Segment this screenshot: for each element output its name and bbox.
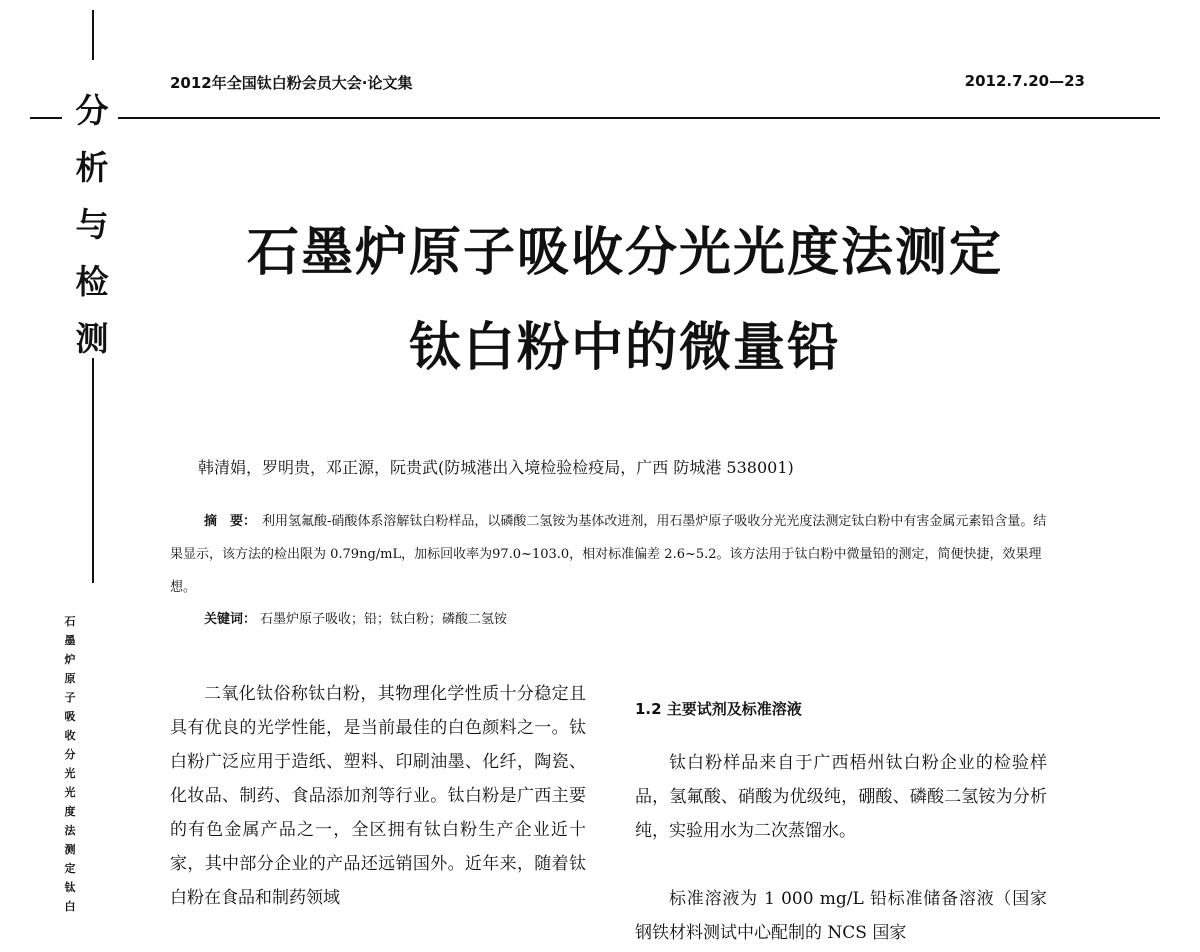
sidebar-rule-top — [92, 10, 94, 60]
vertical-title-char: 子 — [64, 691, 76, 704]
abstract — [170, 505, 1050, 604]
vertical-title-char: 分 — [64, 748, 76, 761]
vertical-title-char: 光 — [64, 786, 76, 799]
vertical-running-title — [60, 612, 80, 916]
vertical-title-char: 吸 — [64, 710, 76, 723]
vertical-title-char: 定 — [64, 862, 76, 875]
vertical-title-char: 白 — [64, 900, 76, 913]
header-rule-left — [30, 117, 62, 119]
vertical-title-char: 收 — [64, 729, 76, 742]
paper-title-line-1: 石墨炉原子吸收分光光度法测定 — [246, 223, 1003, 283]
reagents-paragraph: 钛白粉样品来自于广西梧州钛白粉企业的检验样品，氢氟酸、硝酸为优级纯，硼酸、磷酸二氢铵为分析纯，实验用水为二次蒸馏水。 — [635, 753, 1047, 841]
section-heading: 1.2 主要试剂及标准溶液 — [635, 700, 802, 718]
sidebar-rule-bottom — [92, 358, 94, 583]
header-rule — [118, 117, 1160, 119]
running-header-right: 2012.7.20—23 — [964, 72, 1085, 90]
sidebar-char: 析 — [75, 148, 109, 187]
standard-solution-paragraph: 标准溶液为 1 000 mg/L 铅标准储备溶液（国家钢铁材料测试中心配制的 NCS 国家 — [635, 889, 1047, 943]
vertical-title-char: 原 — [64, 672, 76, 685]
vertical-title-char: 炉 — [64, 653, 76, 666]
vertical-title-char: 墨 — [64, 634, 76, 647]
vertical-title-char: 光 — [64, 767, 76, 780]
sidebar-char: 与 — [75, 205, 109, 244]
vertical-title-char: 法 — [64, 824, 76, 837]
intro-paragraph: 二氧化钛俗称钛白粉，其物理化学性质十分稳定且具有优良的光学性能，是当前最佳的白色颜料之一。钛白粉广泛应用于造纸、塑料、印刷油墨、化纤，陶瓷、化妆品、制药、食品添加剂等行业。钛白粉是广西主要的有色金属产品之一，全区拥有钛白粉生产企业近十家，其中部分企业的产品还远销国外。近年来，随着钛白粉在食品和制药领域 — [170, 684, 586, 908]
keywords-label: 关键词： — [204, 612, 257, 627]
authors-affiliation: 韩清娟，罗明贵，邓正源，阮贵武(防城港出入境检验检疫局，广西 防城港 538001) — [198, 458, 794, 477]
abstract-text: 利用氢氟酸-硝酸体系溶解钛白粉样品，以磷酸二氢铵为基体改进剂，用石墨炉原子吸收分光光度法测定钛白粉中有害金属元素铅含量。结果显示，该方法的检出限为 0.79ng/mL，加标回收率为97.0~103.0，相对标准偏差 2.6~5.2。该方法用于钛白粉中微量铅的测定，简便快捷，效果理想。 — [170, 514, 1047, 595]
vertical-title-char: 钛 — [64, 881, 76, 894]
sidebar-char: 测 — [75, 319, 109, 358]
sidebar-char: 检 — [75, 262, 109, 301]
vertical-title-char: 石 — [64, 615, 76, 628]
sidebar-char: 分 — [75, 91, 109, 130]
vertical-title-char: 度 — [64, 805, 76, 818]
sidebar-category — [66, 82, 118, 367]
paper-title-line-2: 钛白粉中的微量铅 — [408, 318, 841, 378]
running-header-left: 2012年全国钛白粉会员大会·论文集 — [170, 74, 413, 92]
abstract-label: 摘 要： — [204, 514, 257, 529]
keywords-text: 石墨炉原子吸收；铅；钛白粉；磷酸二氢铵 — [260, 612, 508, 627]
keywords — [204, 608, 507, 627]
vertical-title-char: 测 — [64, 843, 76, 856]
